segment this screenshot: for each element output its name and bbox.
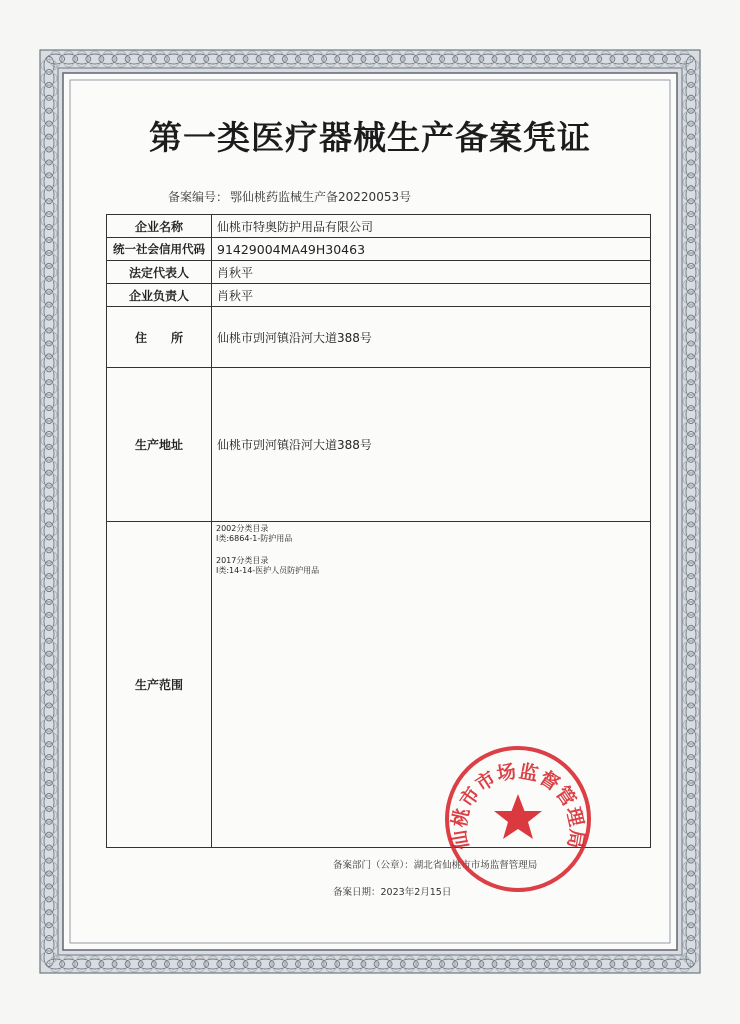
department-value: 湖北省仙桃市市场监督管理局 xyxy=(413,860,538,871)
table-row xyxy=(107,284,651,307)
filing-number-value: 鄂仙桃药监械生产备20220053号 xyxy=(230,190,412,204)
production-scope-label: 生产范围 xyxy=(107,522,212,848)
table-row xyxy=(107,238,651,261)
person-in-charge-value: 肖秋平 xyxy=(212,284,651,307)
residence-value: 仙桃市剅河镇沿河大道388号 xyxy=(212,307,651,368)
scope-heading: 2002分类目录 xyxy=(216,524,269,533)
table-row xyxy=(107,261,651,284)
scope-item: Ⅰ类:6864-1-防护用品 xyxy=(216,534,293,543)
residence-label: 住 所 xyxy=(107,307,212,368)
date-value: 2023年2月15日 xyxy=(380,887,452,898)
credit-code-value: 91429004MA49H30463 xyxy=(212,238,651,261)
table-row xyxy=(107,215,651,238)
company-name-value: 仙桃市特奥防护用品有限公司 xyxy=(212,215,651,238)
table-row xyxy=(107,368,651,522)
legal-rep-value: 肖秋平 xyxy=(212,261,651,284)
date-line xyxy=(333,884,451,898)
table-row xyxy=(107,307,651,368)
official-seal-stamp xyxy=(443,744,593,894)
scope-group xyxy=(216,556,319,576)
credit-code-label: 统一社会信用代码 xyxy=(107,238,212,261)
production-scope-list xyxy=(216,524,319,588)
filing-number-label: 备案编号： xyxy=(168,190,229,204)
scope-group xyxy=(216,524,319,544)
certificate-title: 第一类医疗器械生产备案凭证 xyxy=(149,118,591,157)
seal-star-icon xyxy=(494,794,542,839)
date-label: 备案日期： xyxy=(333,887,381,898)
filing-number-line xyxy=(168,188,411,205)
svg-text:仙桃市市场监督管理局: 仙桃市市场监督管理局 xyxy=(448,760,588,852)
scope-heading: 2017分类目录 xyxy=(216,556,269,565)
department-label: 备案部门（公章）： xyxy=(333,860,414,871)
legal-rep-label: 法定代表人 xyxy=(107,261,212,284)
person-in-charge-label: 企业负责人 xyxy=(107,284,212,307)
production-address-label: 生产地址 xyxy=(107,368,212,522)
company-name-label: 企业名称 xyxy=(107,215,212,238)
production-address-value: 仙桃市剅河镇沿河大道388号 xyxy=(212,368,651,522)
scope-item: Ⅰ类:14-14-医护人员防护用品 xyxy=(216,566,320,575)
